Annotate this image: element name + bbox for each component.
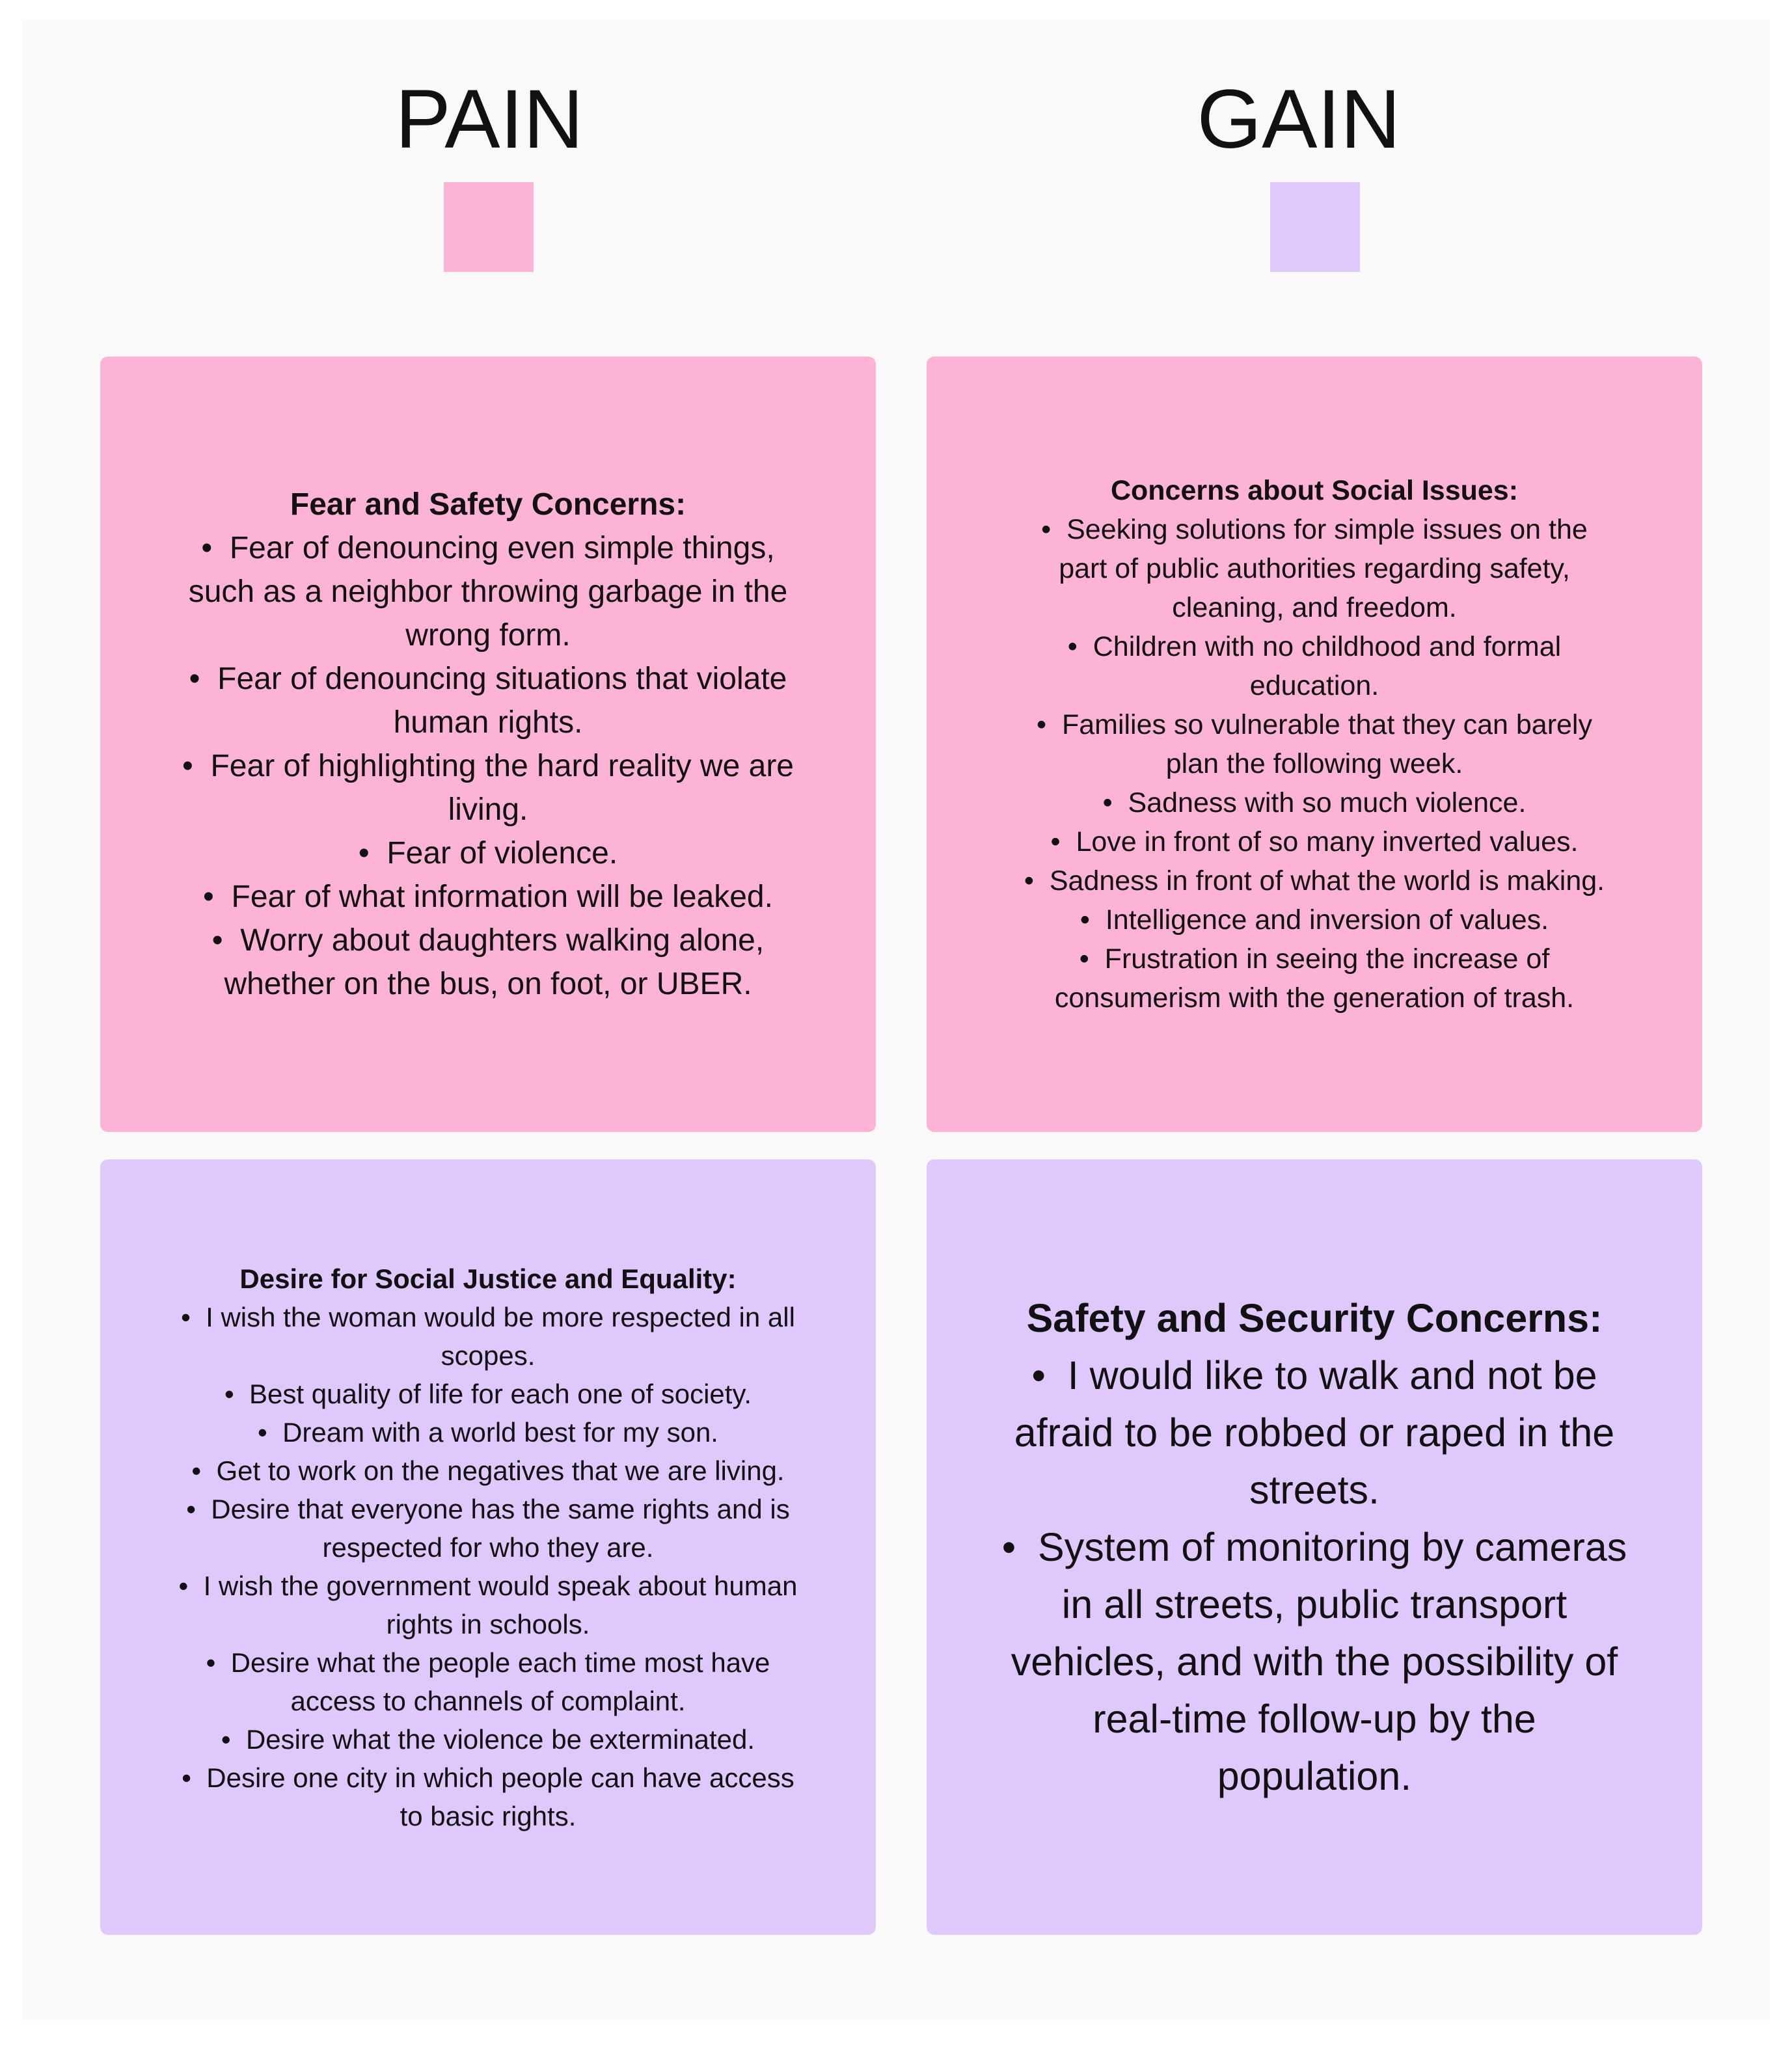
list-item: • I wish the woman would be more respected in all scopes. <box>178 1298 798 1375</box>
note-title: Concerns about Social Issues: <box>1110 475 1519 506</box>
list-item: • Families so vulnerable that they can barely plan the following week. <box>1018 705 1611 783</box>
pain-color-swatch <box>444 182 534 272</box>
gain-header: GAIN <box>1197 73 1401 166</box>
list-item: • Best quality of life for each one of society. <box>178 1375 798 1413</box>
list-item: • Fear of denouncing situations that violate human rights. <box>178 657 798 744</box>
list-item: • Desire what the violence be exterminated. <box>178 1720 798 1759</box>
list-item: • Fear of denouncing even simple things, such as a neighbor throwing garbage in the wrong form. <box>178 526 798 657</box>
sticky-note-social-issues[interactable] <box>927 357 1702 1132</box>
note-title: Fear and Safety Concerns: <box>290 487 686 522</box>
list-item: • Desire one city in which people can have access to basic rights. <box>178 1759 798 1835</box>
list-item: • Fear of violence. <box>178 831 798 875</box>
list-item: • Get to work on the negatives that we are living. <box>178 1451 798 1490</box>
list-item: • System of monitoring by cameras in all streets, public transport vehicles, and with the possibility of real-time follow-up by the population. <box>992 1518 1637 1805</box>
list-item: • Intelligence and inversion of values. <box>1018 900 1611 939</box>
note-list <box>178 1298 798 1835</box>
note-title: Desire for Social Justice and Equality: <box>239 1263 737 1294</box>
sticky-note-social-justice[interactable] <box>100 1159 876 1935</box>
list-item: • Sadness in front of what the world is making. <box>1018 861 1611 900</box>
list-item: • Frustration in seeing the increase of consumerism with the generation of trash. <box>1018 939 1611 1018</box>
note-list <box>992 1347 1637 1805</box>
list-item: • Desire what the people each time most have access to channels of complaint. <box>178 1643 798 1720</box>
list-item: • Fear of highlighting the hard reality we are living. <box>178 744 798 831</box>
list-item: • Dream with a world best for my son. <box>178 1413 798 1451</box>
gain-color-swatch <box>1270 182 1360 272</box>
sticky-note-fear-safety[interactable] <box>100 357 876 1132</box>
list-item: • I would like to walk and not be afraid to be robbed or raped in the streets. <box>992 1347 1637 1518</box>
list-item: • Love in front of so many inverted values. <box>1018 822 1611 861</box>
list-item: • Children with no childhood and formal education. <box>1018 627 1611 705</box>
note-list <box>178 526 798 1006</box>
list-item: • Worry about daughters walking alone, whether on the bus, on foot, or UBER. <box>178 919 798 1006</box>
pain-header: PAIN <box>395 73 584 166</box>
note-list <box>1018 510 1611 1018</box>
note-title: Safety and Security Concerns: <box>1026 1296 1603 1340</box>
list-item: • Desire that everyone has the same rights and is respected for who they are. <box>178 1490 798 1567</box>
list-item: • Seeking solutions for simple issues on the part of public authorities regarding safety, cleaning, and freedom. <box>1018 510 1611 627</box>
list-item: • I wish the government would speak about human rights in schools. <box>178 1567 798 1643</box>
sticky-note-safety-security[interactable] <box>927 1159 1702 1935</box>
list-item: • Sadness with so much violence. <box>1018 783 1611 822</box>
list-item: • Fear of what information will be leaked. <box>178 875 798 919</box>
